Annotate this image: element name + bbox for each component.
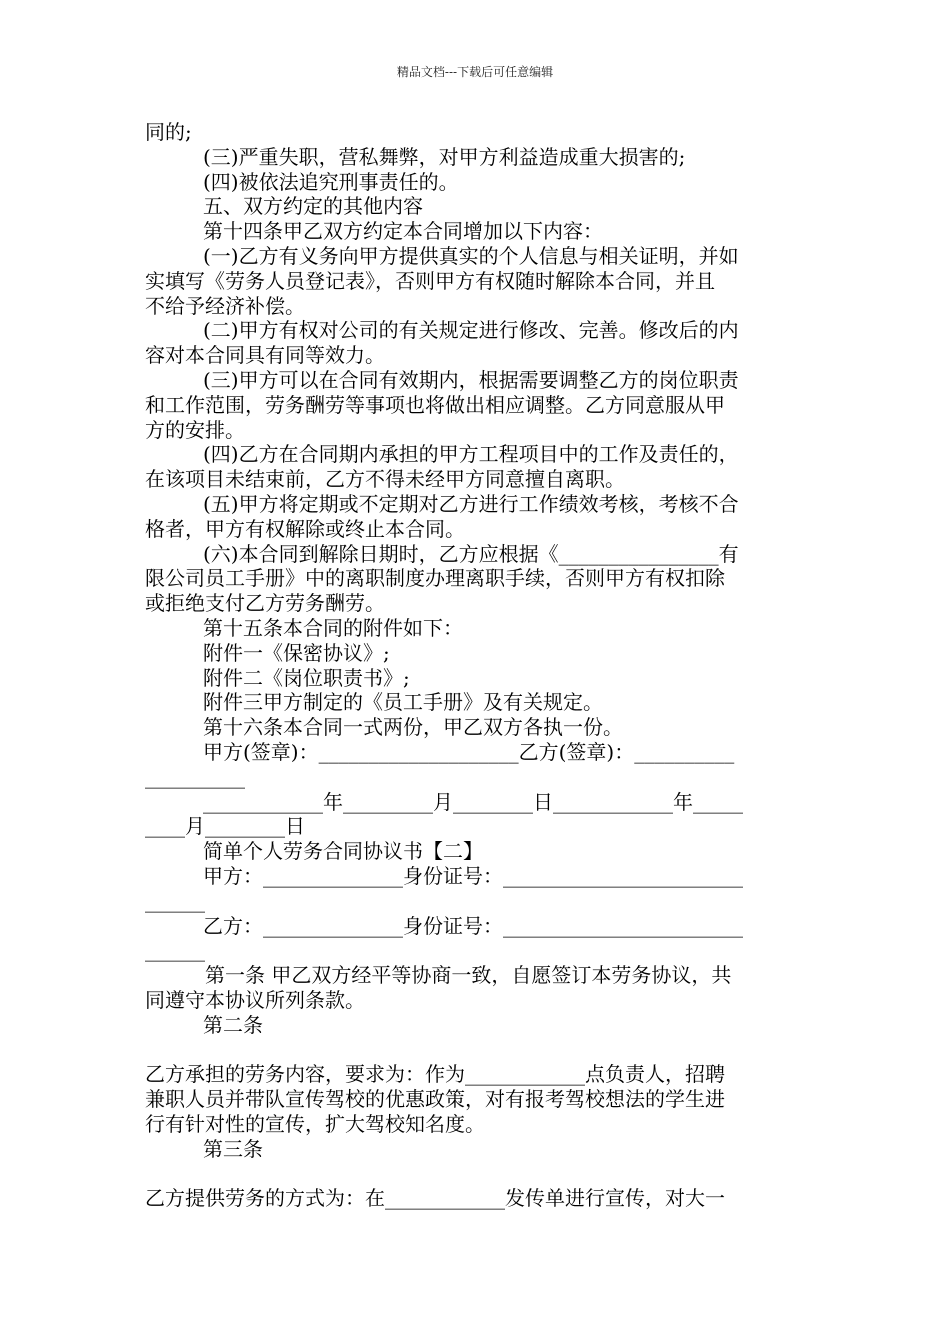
text-line: 格者，甲方有权解除或终止本合同。 — [145, 516, 465, 541]
page-header: 精品文档---下载后可任意编辑 — [396, 65, 554, 79]
text-line: 附件一《保密协议》; — [203, 640, 390, 665]
text-line: (六)本合同到解除日期时，乙方应根据《________________有 — [203, 541, 739, 566]
text-line: 实填写《劳务人员登记表》，否则甲方有权随时解除本合同，并且 — [145, 268, 715, 293]
text-line: 甲方(签章)：____________________乙方(签章)：__________ — [203, 739, 735, 764]
text-line: (五)甲方将定期或不定期对乙方进行工作绩效考核，考核不合 — [203, 491, 739, 516]
text-line: (一)乙方有义务向甲方提供真实的个人信息与相关证明，并如 — [203, 243, 739, 268]
text-line: (二)甲方有权对公司的有关规定进行修改、完善。修改后的内 — [203, 318, 739, 343]
text-line: (四)乙方在合同期内承担的甲方工程项目中的工作及责任的， — [203, 442, 739, 467]
text-line: ____________年_________月________日____________年_____ — [203, 789, 743, 814]
text-line: 五、双方约定的其他内容 — [203, 194, 423, 219]
text-line: 方的安排。 — [145, 417, 245, 442]
text-line: 第二条 — [203, 1012, 263, 1037]
text-line: 简单个人劳务合同协议书【二】 — [203, 839, 483, 864]
text-line: 限公司员工手册》中的离职制度办理离职手续，否则甲方有权扣除 — [145, 566, 725, 591]
text-line: ______ — [145, 888, 205, 913]
text-line: (三)严重失职，营私舞弊，对甲方利益造成重大损害的; — [203, 144, 686, 169]
text-line: 兼职人员并带队宣传驾校的优惠政策，对有报考驾校想法的学生进 — [145, 1087, 725, 1112]
text-line — [145, 1161, 807, 1186]
text-line: 附件二《岗位职责书》; — [203, 665, 410, 690]
text-line: ____月________日 — [145, 814, 305, 839]
text-line: 行有针对性的宣传，扩大驾校知名度。 — [145, 1111, 485, 1136]
text-line: 或拒绝支付乙方劳务酬劳。 — [145, 591, 385, 616]
text-line: 附件三甲方制定的《员工手册》及有关规定。 — [203, 690, 603, 715]
text-line: 在该项目未结束前，乙方不得未经甲方同意擅自离职。 — [145, 467, 625, 492]
text-line: (三)甲方可以在合同有效期内，根据需要调整乙方的岗位职责 — [203, 367, 739, 392]
text-line: 第十五条本合同的附件如下： — [203, 615, 463, 640]
text-line: (四)被依法追究刑事责任的。 — [203, 169, 459, 194]
text-line: 第一条 甲乙双方经平等协商一致，自愿签订本劳务协议，共 — [205, 963, 732, 988]
text-line: 甲方：______________身份证号：________________________ — [203, 863, 743, 888]
text-line: 乙方：______________身份证号：________________________ — [203, 913, 743, 938]
text-line: 同遵守本协议所列条款。 — [145, 987, 365, 1012]
text-line: ______ — [145, 938, 205, 963]
text-line — [145, 1037, 807, 1062]
text-line: __________ — [145, 764, 245, 789]
text-line: 乙方承担的劳务内容，要求为：作为____________点负责人，招聘 — [145, 1062, 725, 1087]
text-line: 乙方提供劳务的方式为：在____________发传单进行宣传，对大一 — [145, 1186, 725, 1211]
document-body — [145, 120, 807, 1211]
text-line: 同的; — [145, 120, 192, 144]
text-line: 第三条 — [203, 1136, 263, 1161]
text-line: 和工作范围，劳务酬劳等事项也将做出相应调整。乙方同意服从甲 — [145, 392, 725, 417]
text-line: 第十六条本合同一式两份，甲乙双方各执一份。 — [203, 715, 623, 740]
text-line: 不给予经济补偿。 — [145, 293, 305, 318]
text-line: 容对本合同具有同等效力。 — [145, 343, 385, 368]
text-line: 第十四条甲乙双方约定本合同增加以下内容： — [203, 219, 603, 244]
